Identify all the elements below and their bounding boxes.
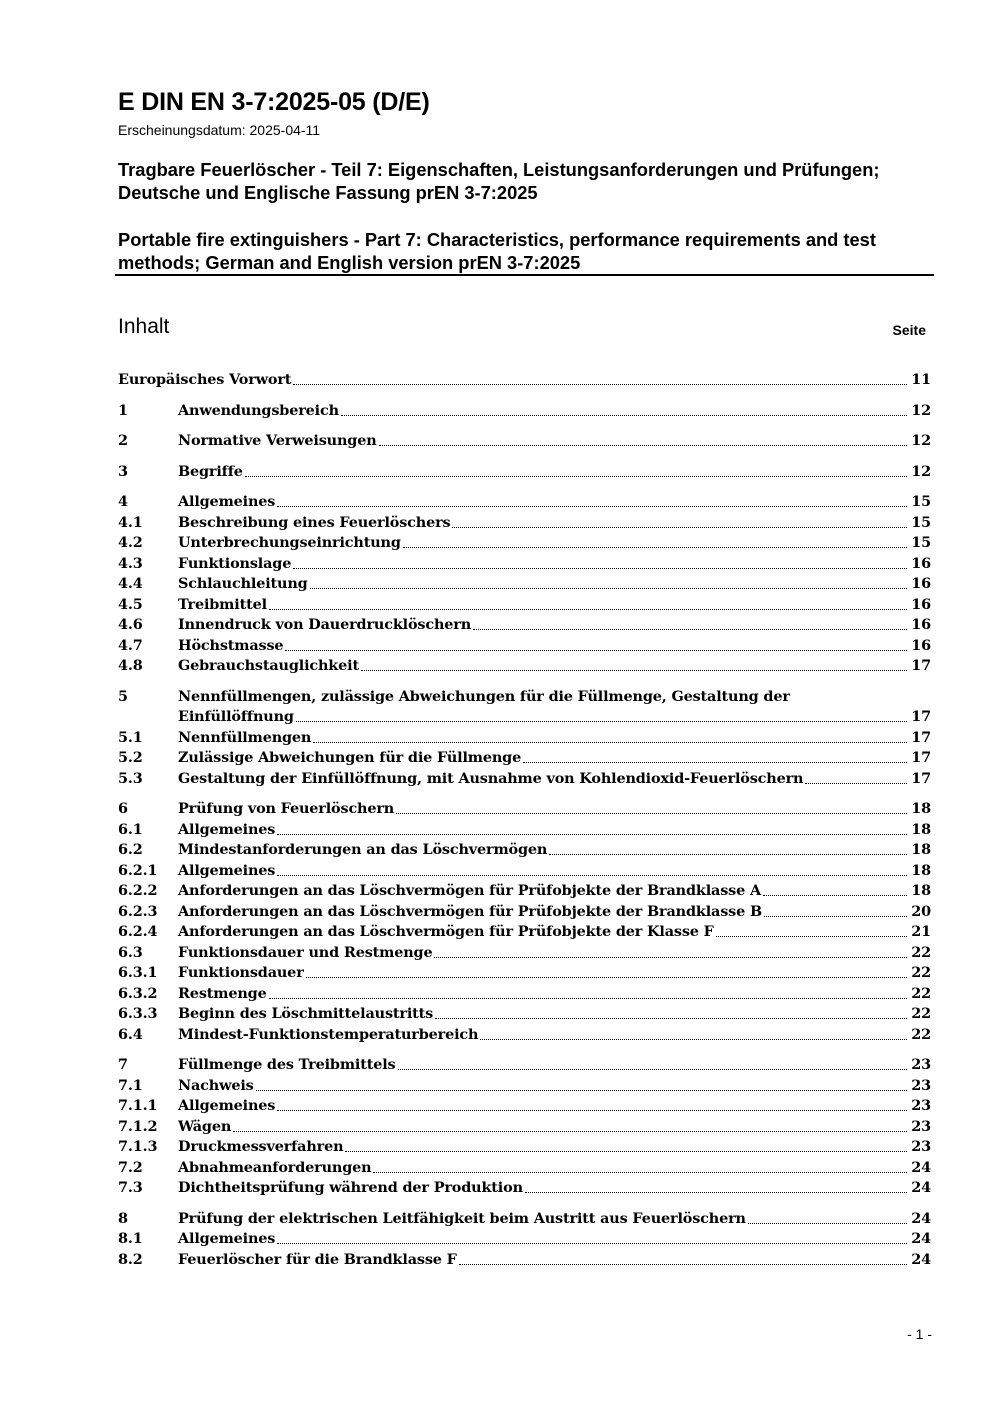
toc-entry-page: 12: [911, 401, 931, 419]
toc-leader-dots: [379, 444, 907, 446]
toc-entry-title: Druckmessverfahren: [178, 1138, 344, 1155]
toc-leader-dots: [480, 1038, 907, 1040]
toc-entry[interactable]: [118, 728, 931, 748]
toc-entry-title: Allgemeines: [178, 493, 276, 510]
toc-entry-title: Nennfüllmengen: [178, 728, 312, 746]
toc-entry-title: Mindestanforderungen an das Löschvermögen: [178, 841, 548, 858]
toc-entry-title: Füllmenge des Treibmittels: [178, 1056, 396, 1073]
toc-entry-page: 23: [911, 1097, 931, 1114]
toc-entry-number: 6.3.1: [118, 964, 158, 981]
toc-entry-title: Nachweis: [178, 1076, 254, 1094]
toc-entry-page: 23: [911, 1138, 931, 1155]
toc-entry-number: 4.8: [118, 657, 143, 674]
toc-leader-dots: [285, 649, 907, 651]
toc-entry[interactable]: [118, 462, 931, 482]
toc-entry[interactable]: [118, 840, 931, 860]
toc-entry-number: 4.5: [118, 595, 143, 613]
toc-entry-page: 11: [911, 371, 931, 388]
toc-entry-number: 4.4: [118, 575, 143, 592]
toc-entry[interactable]: [118, 656, 931, 676]
toc-entry[interactable]: [118, 799, 931, 819]
toc-entry[interactable]: [118, 922, 931, 942]
toc-leader-dots: [277, 833, 907, 835]
toc-entry[interactable]: [118, 1229, 931, 1249]
toc-entry-page: 23: [911, 1117, 931, 1135]
toc-leader-dots: [523, 761, 907, 763]
toc-entry-title: Mindest-Funktionstemperaturbereich: [178, 1025, 479, 1043]
toc-entry-number: 3: [118, 462, 128, 480]
toc-entry-number: 7.1.2: [118, 1117, 158, 1135]
toc-leader-dots: [233, 1130, 907, 1132]
toc-leader-dots: [277, 874, 907, 876]
toc-leader-dots: [716, 935, 907, 937]
toc-entry[interactable]: [118, 1076, 931, 1096]
toc-leader-dots: [277, 1109, 907, 1111]
toc-entry-title: Begriffe: [178, 462, 243, 480]
toc-leader-dots: [473, 628, 907, 630]
toc-entry-number: 4.3: [118, 554, 143, 572]
toc-entry-page: 17: [911, 749, 931, 766]
toc-entry-page: 12: [911, 432, 931, 449]
toc-entry-number: 7.1: [118, 1076, 143, 1094]
toc-entry-title: Allgemeines: [178, 1230, 276, 1247]
toc-entry-number: 7.2: [118, 1158, 143, 1176]
toc-entry-title: Abnahmeanforderungen: [178, 1158, 372, 1176]
toc-entry-page: 22: [911, 1005, 931, 1022]
toc-entry-number: 6.3.2: [118, 984, 158, 1002]
toc-entry-number: 5.3: [118, 769, 143, 787]
toc-entry[interactable]: [118, 687, 931, 707]
toc-leader-dots: [269, 608, 907, 610]
toc-entry-number: 6.3.3: [118, 1005, 158, 1022]
toc-entry[interactable]: [118, 861, 931, 881]
title-english: Portable fire extinguishers - Part 7: Characteristics, performance requirements and test methods; German and English version prEN 3-7:2025: [118, 229, 876, 273]
toc-entry-number: 7: [118, 1056, 128, 1073]
toc-leader-dots: [764, 915, 907, 917]
toc-entry-number: 4.6: [118, 616, 143, 633]
toc-entry-page: 17: [911, 708, 931, 725]
toc-leader-dots: [361, 669, 907, 671]
toc-leader-dots: [403, 546, 907, 548]
toc-entry-page: 17: [911, 728, 931, 746]
toc-entry-page: 22: [911, 943, 931, 961]
title-divider: [115, 274, 934, 276]
toc-entry[interactable]: [118, 401, 931, 421]
toc-entry-page: 22: [911, 964, 931, 981]
toc-entry-number: 4.1: [118, 513, 143, 531]
toc-entry-number: 8.2: [118, 1250, 143, 1268]
toc-entry-page: 16: [911, 595, 931, 613]
toc-leader-dots: [293, 383, 907, 385]
toc-entry-title: Schlauchleitung: [178, 575, 308, 592]
toc-entry-number: 4: [118, 493, 128, 510]
toc-entry-page: 24: [911, 1250, 931, 1268]
toc-leader-dots: [245, 475, 907, 477]
toc-entry-title-continued: Einfüllöffnung: [178, 708, 294, 725]
toc-leader-dots: [293, 567, 907, 569]
toc-entry-title: Funktionslage: [178, 554, 292, 572]
toc-entry-title: Gestaltung der Einfüllöffnung, mit Ausnahme von Kohlendioxid-Feuerlöschern: [178, 769, 804, 787]
toc-entry-number: 6.3: [118, 943, 143, 961]
toc-entry-number: 5.2: [118, 749, 143, 766]
toc-entry[interactable]: [118, 984, 931, 1004]
toc-entry[interactable]: [118, 820, 931, 840]
toc-entry-page: 24: [911, 1209, 931, 1227]
toc-entry-title: Anforderungen an das Löschvermögen für Prüfobjekte der Brandklasse B: [178, 902, 762, 920]
toc-entry-page: 16: [911, 636, 931, 654]
toc-entry[interactable]: [118, 554, 931, 574]
toc-entry-page: 17: [911, 769, 931, 787]
toc-entry-page: 15: [911, 493, 931, 510]
toc-entry[interactable]: [118, 533, 931, 553]
toc-entry[interactable]: [118, 963, 931, 983]
toc-entry-title: Feuerlöscher für die Brandklasse F: [178, 1250, 457, 1268]
toc-entry-number: 6.2.4: [118, 923, 158, 940]
toc-entry-number: 7.1.1: [118, 1097, 158, 1114]
toc-entry-page: 18: [911, 820, 931, 838]
toc-entry-page: 18: [911, 841, 931, 858]
toc-entry-title: Allgemeines: [178, 861, 276, 879]
toc-leader-dots: [434, 956, 907, 958]
toc-entry-number: 5.1: [118, 728, 143, 746]
toc-entry-page: 23: [911, 1076, 931, 1094]
toc-entry-number: 6.4: [118, 1025, 143, 1043]
toc-entry-continuation[interactable]: [118, 707, 931, 727]
title-german: Tragbare Feuerlöscher - Teil 7: Eigenschaften, Leistungsanforderungen und Prüfungen; Deutsche und Englische Fassung prEN 3-7:2025: [118, 159, 880, 203]
toc-entry-page: 22: [911, 1025, 931, 1043]
toc-heading: Inhalt: [118, 315, 170, 338]
toc-entry[interactable]: [118, 881, 931, 901]
toc-entry[interactable]: [118, 1209, 931, 1229]
toc-entry-number: 6: [118, 800, 128, 817]
toc-entry[interactable]: [118, 1250, 931, 1270]
toc-entry-title: Nennfüllmengen, zulässige Abweichungen für die Füllmenge, Gestaltung der: [178, 687, 790, 705]
toc-entry-page: 18: [911, 882, 931, 899]
toc-entry-number: 6.2.1: [118, 861, 158, 879]
toc-entry-number: 6.1: [118, 820, 143, 838]
toc-leader-dots: [398, 1068, 907, 1070]
toc-entry-title: Funktionsdauer: [178, 964, 304, 981]
toc-leader-dots: [256, 1089, 907, 1091]
toc-entry[interactable]: [118, 615, 931, 635]
toc-leader-dots: [549, 853, 907, 855]
toc-entry-page: 16: [911, 575, 931, 592]
toc-entry[interactable]: [118, 431, 931, 451]
toc-entry-title: Beschreibung eines Feuerlöschers: [178, 513, 451, 531]
toc-entry-title: Prüfung von Feuerlöschern: [178, 800, 395, 817]
toc-leader-dots: [525, 1191, 907, 1193]
toc-entry[interactable]: [118, 943, 931, 963]
toc-entry-number: 6.2.2: [118, 882, 158, 899]
toc-entry[interactable]: [118, 1137, 931, 1157]
toc-entry-number: 4.2: [118, 534, 143, 551]
toc-entry-title: Anwendungsbereich: [178, 401, 339, 419]
toc-entry-number: 6.2.3: [118, 902, 158, 920]
toc-entry[interactable]: [118, 595, 931, 615]
toc-entry[interactable]: [118, 1055, 931, 1075]
toc-entry[interactable]: [118, 1025, 931, 1045]
toc-entry-page: 18: [911, 800, 931, 817]
toc-entry-number: 1: [118, 401, 128, 419]
toc-entry-page: 16: [911, 616, 931, 633]
toc-leader-dots: [452, 526, 907, 528]
toc-entry-number: 6.2: [118, 841, 143, 858]
toc-entry-title: Wägen: [178, 1117, 232, 1135]
toc-entry-title: Unterbrechungseinrichtung: [178, 534, 401, 551]
toc-leader-dots: [459, 1263, 907, 1265]
toc-entry[interactable]: [118, 370, 931, 390]
toc-leader-dots: [296, 720, 907, 722]
toc-leader-dots: [277, 505, 907, 507]
toc-entry-title: Treibmittel: [178, 595, 267, 613]
toc-entry-title: Normative Verweisungen: [178, 432, 377, 449]
toc-entry[interactable]: [118, 492, 931, 512]
toc-leader-dots: [310, 587, 907, 589]
toc-entry-page: 24: [911, 1158, 931, 1176]
toc-entry-title: Gebrauchstauglichkeit: [178, 657, 359, 674]
toc-entry-page: 15: [911, 534, 931, 551]
toc-leader-dots: [763, 894, 907, 896]
toc-leader-dots: [269, 997, 907, 999]
toc-leader-dots: [341, 414, 907, 416]
document-number: E DIN EN 3-7:2025-05 (D/E): [118, 88, 430, 116]
toc-entry-number: 8.1: [118, 1230, 143, 1247]
toc-entry[interactable]: [118, 748, 931, 768]
toc-entry-page: 18: [911, 861, 931, 879]
issue-date: Erscheinungsdatum: 2025-04-11: [118, 122, 321, 138]
toc-entry-number: 7.1.3: [118, 1138, 158, 1155]
toc-entry[interactable]: [118, 769, 931, 789]
toc-leader-dots: [306, 976, 907, 978]
toc-entry-title: Anforderungen an das Löschvermögen für Prüfobjekte der Klasse F: [178, 923, 714, 940]
toc-entry-title: Innendruck von Dauerdrucklöschern: [178, 616, 472, 633]
toc-entry-number: 4.7: [118, 636, 143, 654]
toc-entry-title: Funktionsdauer und Restmenge: [178, 943, 433, 961]
toc-entry-page: 20: [911, 902, 931, 920]
toc-entry-title: Allgemeines: [178, 1097, 276, 1114]
toc-entry-page: 23: [911, 1056, 931, 1073]
toc-entry[interactable]: [118, 1117, 931, 1137]
toc-leader-dots: [345, 1150, 907, 1152]
toc-entry-title: Höchstmasse: [178, 636, 284, 654]
toc-leader-dots: [277, 1242, 907, 1244]
toc-entry[interactable]: [118, 513, 931, 533]
toc-leader-dots: [435, 1017, 907, 1019]
toc-entry-title: Dichtheitsprüfung während der Produktion: [178, 1179, 523, 1196]
toc-page-label: Seite: [892, 322, 926, 338]
toc-entry-title: Restmenge: [178, 984, 267, 1002]
toc-leader-dots: [396, 812, 907, 814]
toc-entry-number: 7.3: [118, 1179, 143, 1196]
toc-entry-page: 22: [911, 984, 931, 1002]
toc-entry[interactable]: [118, 636, 931, 656]
toc-entry-page: 24: [911, 1230, 931, 1247]
toc-entry-title: Prüfung der elektrischen Leitfähigkeit beim Austritt aus Feuerlöschern: [178, 1209, 746, 1227]
toc-entry-page: 21: [911, 923, 931, 940]
page-number: - 1 -: [907, 1326, 932, 1342]
toc-entry-page: 12: [911, 462, 931, 480]
toc-entry-number: 5: [118, 687, 128, 705]
toc-entry-title: Zulässige Abweichungen für die Füllmenge: [178, 749, 522, 766]
toc-entry-number: 8: [118, 1209, 128, 1227]
toc-entry-number: 2: [118, 432, 128, 449]
toc-entry-page: 15: [911, 513, 931, 531]
toc-entry-title: Beginn des Löschmittelaustritts: [178, 1005, 434, 1022]
toc-entry[interactable]: [118, 1004, 931, 1024]
toc-entry-title: Allgemeines: [178, 820, 276, 838]
toc-entry-page: 24: [911, 1179, 931, 1196]
toc-entry[interactable]: [118, 902, 931, 922]
toc-entry[interactable]: [118, 1158, 931, 1178]
toc-entry[interactable]: [118, 1096, 931, 1116]
toc-leader-dots: [313, 741, 907, 743]
toc-entry[interactable]: [118, 574, 931, 594]
toc-entry[interactable]: [118, 1178, 931, 1198]
toc-leader-dots: [748, 1222, 907, 1224]
toc-leader-dots: [373, 1171, 907, 1173]
toc-entry-title: Europäisches Vorwort: [118, 371, 292, 388]
toc-entry-page: 16: [911, 554, 931, 572]
toc-entry-page: 17: [911, 657, 931, 674]
toc-leader-dots: [805, 782, 907, 784]
toc-entry-title: Anforderungen an das Löschvermögen für Prüfobjekte der Brandklasse A: [178, 882, 761, 899]
